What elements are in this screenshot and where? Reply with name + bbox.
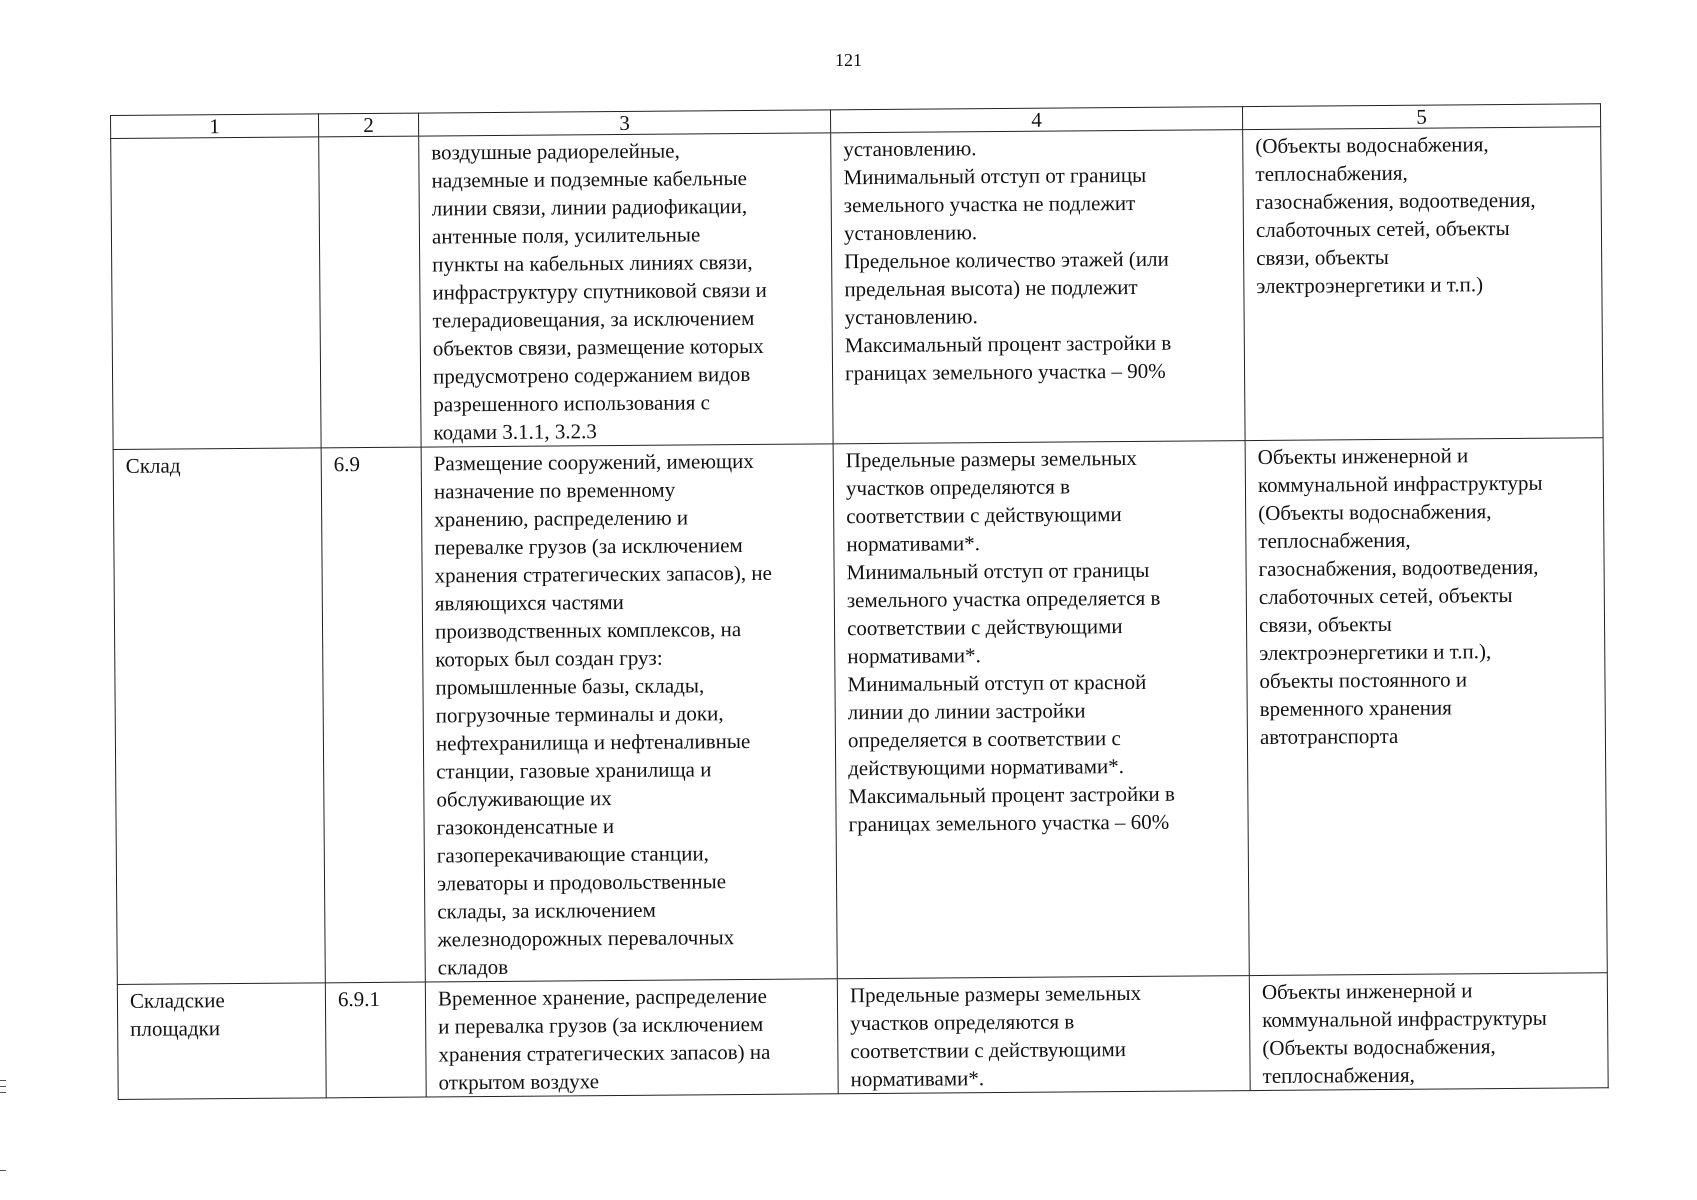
use-type-code: 6.9.1 [325,982,426,1098]
use-type-description: Временное хранение, распределение и перевалка грузов (за исключением хранения стратегических запасов) на открытом воздухе [425,979,838,1097]
page-number: 121 [835,50,862,70]
column-header-5: 5 [1242,104,1600,130]
table-row [111,127,1603,450]
use-type-name [111,137,321,450]
column-header-3: 3 [418,110,830,136]
column-header-1: 1 [111,114,319,139]
scan-edge-mark [0,1080,6,1081]
use-type-description: воздушные радиорелейные, надземные и подземные кабельные линии связи, линии радиофикации, антенные поля, усилительные пункты на кабельных линиях связи, инфраструктуру спутниковой связи и телерадиовещания, за исключением объектов связи, размещение которых предусмотрено содержанием видов разрешенного использования с кодами 3.1.1, 3.2.3 [419,133,833,447]
use-type-name: Складские площадки [117,983,326,1100]
use-type-description: Размещение сооружений, имеющих назначение по временному хранению, распределению и перевалке грузов (за исключением хранения стратегических запасов), не являющихся частями производственных комплексов, на которых был создан груз: промышленные базы, склады, погрузочные терминалы и доки, нефтехранилища и нефтеналивные станции, газовые хранилища и обслуживающие их газоконденсатные и газоперекачивающие станции, элеваторы и продовольственные склады, за исключением железнодорожных перевалочных складов [421,444,837,982]
auxiliary-objects: Объекты инженерной и коммунальной инфраструктуры (Объекты водоснабжения, теплоснабжения, газоснабжения, водоотведения, слаботочных сетей, объекты связи, объекты электроэнергетики и т.п.), объекты постоянного и временного хранения автотранспорта [1245,438,1607,976]
auxiliary-objects: (Объекты водоснабжения, теплоснабжения, газоснабжения, водоотведения, слаботочных сетей, объекты связи, объекты электроэнергетики и т.п.) [1243,127,1603,441]
auxiliary-objects: Объекты инженерной и коммунальной инфраструктуры (Объекты водоснабжения, теплоснабжения, [1249,973,1608,1091]
use-type-code [319,136,421,448]
scan-edge-mark [0,1170,6,1171]
scan-edge-mark [0,1092,6,1093]
column-header-2: 2 [318,113,418,137]
column-header-4: 4 [830,107,1242,133]
table-row [113,438,1607,985]
table-row [117,973,1608,1100]
plot-parameters: Предельные размеры земельных участков определяются в соответствии с действующими нормативами*. Минимальный отступ от границы земельного участка определяется в соответствии с действующими нормативами*. Минимальный отступ от красной линии до линии застройки определяется в соответствии с действующими нормативами*. Максимальный процент застройки в границах земельного участка – 60% [833,441,1249,979]
use-type-name: Склад [113,448,325,985]
plot-parameters: установлению. Минимальный отступ от границы земельного участка не подлежит установлению. Предельное количество этажей (или предельная высота) не подлежит установлению. Максимальный процент застройки в границах земельного участка – 90% [831,130,1245,444]
scan-edge-mark [0,1086,6,1087]
plot-parameters: Предельные размеры земельных участков определяются в соответствии с действующими нормативами*. [837,976,1250,1094]
regulations-table [110,103,1609,1100]
use-type-code: 6.9 [321,447,425,983]
